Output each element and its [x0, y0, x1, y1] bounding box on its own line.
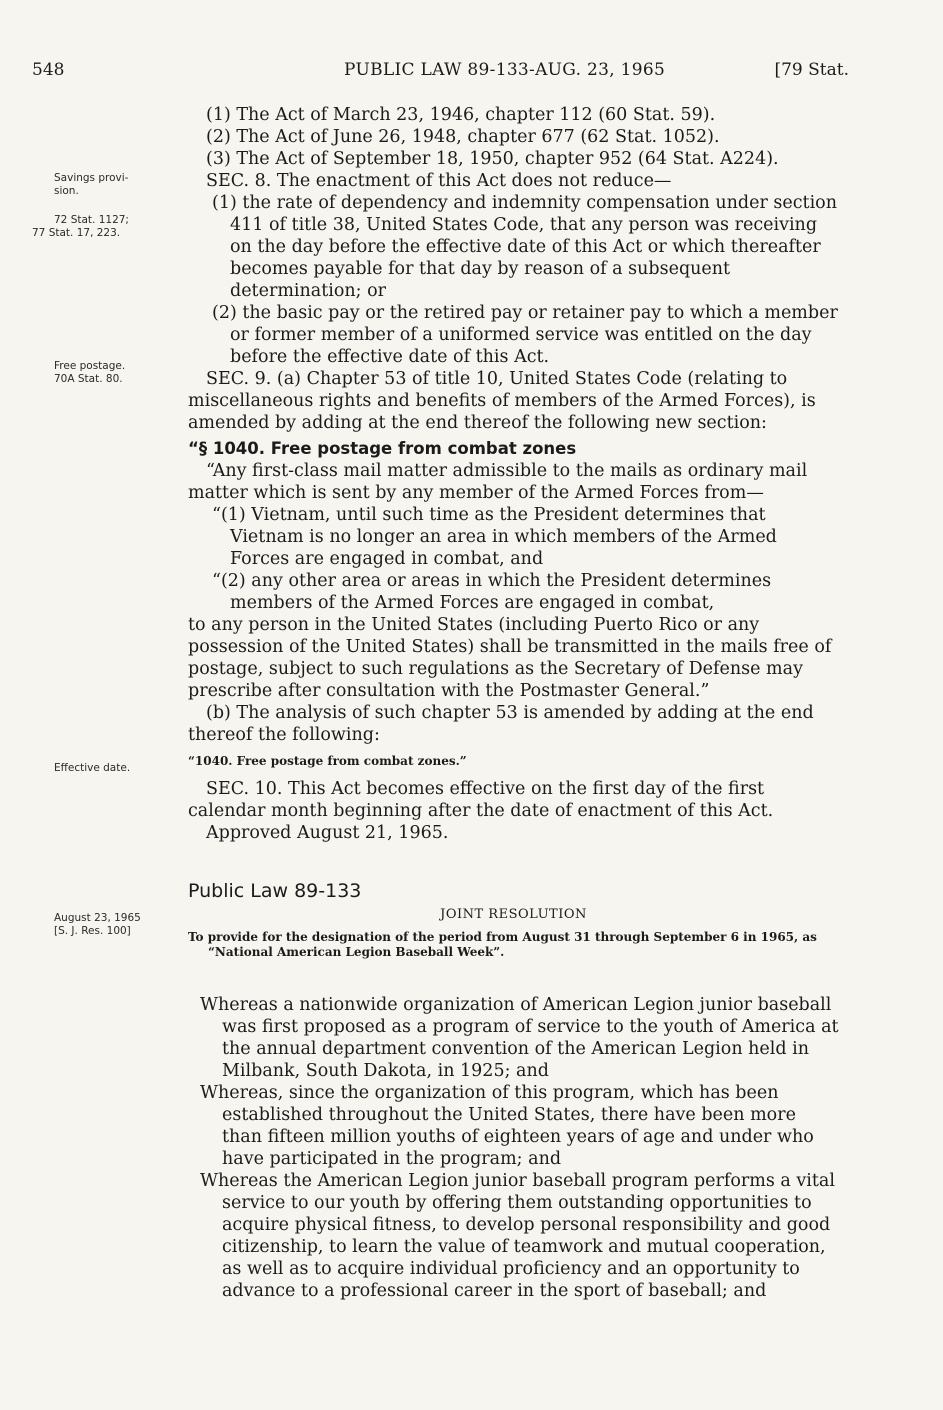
section-8-intro: SEC. 8. The enactment of this Act does not reduce—	[206, 171, 672, 191]
margin-note-savings: Savings provi- sion.	[54, 172, 129, 197]
volume-reference: [79 Stat.	[774, 60, 849, 80]
section-1040-item-2: “(2) any other area or areas in which the President determines members of the Armed Forces are engaged in combat,	[212, 571, 772, 613]
statute-body	[188, 104, 839, 844]
approved-date: Approved August 21, 1965.	[206, 823, 449, 843]
section-10: SEC. 10. This Act becomes effective on the first day of the first calendar month beginning after the date of enactment of this Act.	[188, 779, 774, 821]
section-1040-item-1: “(1) Vietnam, until such time as the President determines that Vietnam is no longer an area in which members of the Armed Forces are engaged in combat, and	[212, 505, 777, 569]
margin-note-stat-refs: 72 Stat. 1127; 77 Stat. 17, 223.	[32, 214, 129, 239]
section-1040-heading: “§ 1040. Free postage from combat zones	[188, 439, 577, 458]
page-number: 548	[32, 60, 65, 80]
margin-note-date: August 23, 1965 [S. J. Res. 100]	[54, 912, 141, 937]
section-9-b: (b) The analysis of such chapter 53 is amended by adding at the end thereof the following:	[188, 703, 814, 745]
whereas-clause: Whereas, since the organization of this program, which has been established throughout the United States, there have been more than fifteen million youths of eighteen years of age and under who have participated in the program; and	[200, 1083, 814, 1169]
whereas-clause: Whereas a nationwide organization of American Legion junior baseball was first proposed as a program of service to the youth of America at the annual department convention of the American Legion held in Milbank, South Dakota, in 1925; and	[200, 995, 839, 1081]
section-9-intro: SEC. 9. (a) Chapter 53 of title 10, United States Code (relating to miscellaneous rights and benefits of members of the Armed Forces), is amended by adding at the end thereof the following new section:	[188, 369, 816, 433]
joint-resolution-heading: JOINT RESOLUTION	[440, 907, 587, 922]
resolution-purpose: To provide for the designation of the period from August 31 through September 6 in 1965, as “National American Legion Baseball Week”.	[188, 930, 817, 959]
list-item: (2) The Act of June 26, 1948, chapter 677 (62 Stat. 1052).	[206, 127, 720, 147]
public-law-title: Public Law 89-133	[188, 880, 362, 902]
running-title: PUBLIC LAW 89-133-AUG. 23, 1965	[344, 60, 666, 80]
list-item: (1) The Act of March 23, 1946, chapter 112 (60 Stat. 59).	[206, 105, 716, 125]
section-1040-para: “Any first-class mail matter admissible to the mails as ordinary mail matter which is sent by any member of the Armed Forces from—	[188, 461, 808, 503]
margin-note-effective-date: Effective date.	[54, 762, 131, 774]
section-8-item-2: (2) the basic pay or the retired pay or retainer pay to which a member or former member of a uniformed service was entitled on the day before the effective date of this Act.	[212, 303, 838, 367]
whereas-clauses	[200, 994, 840, 1302]
whereas-clause: Whereas the American Legion junior baseball program performs a vital service to our youth by offering them outstanding opportunities to acquire physical fitness, to develop personal responsibility and good citizenship, to learn the value of teamwork and mutual cooperation, as well as to acquire individual proficiency and an opportunity to advance to a professional career in the sport of baseball; and	[200, 1171, 835, 1301]
page-header	[32, 60, 849, 88]
margin-note-free-postage: Free postage. 70A Stat. 80.	[54, 360, 126, 385]
list-item: (3) The Act of September 18, 1950, chapter 952 (64 Stat. A224).	[206, 149, 779, 169]
analysis-entry: “1040. Free postage from combat zones.”	[188, 754, 467, 768]
section-8-item-1: (1) the rate of dependency and indemnity compensation under section 411 of title 38, United States Code, that any person was receiving on the day before the effective date of this Act or which thereafter becomes payable for that day by reason of a subsequent determination; or	[212, 193, 837, 301]
section-1040-para-2: to any person in the United States (including Puerto Rico or any possession of the United States) shall be transmitted in the mails free of postage, subject to such regulations as the Secretary of Defense may prescribe after consultation with the Postmaster General.”	[188, 615, 832, 701]
